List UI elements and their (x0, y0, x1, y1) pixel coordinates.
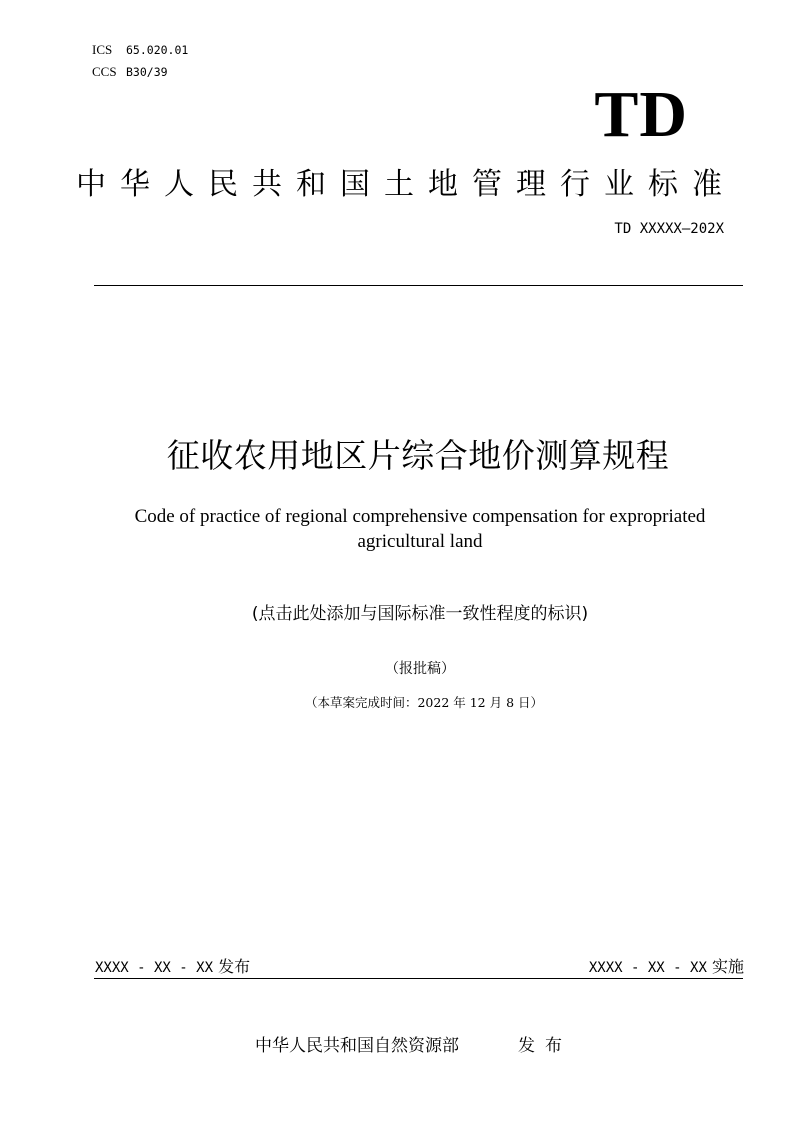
ics-label: ICS (92, 42, 113, 57)
conformity-placeholder[interactable]: (点击此处添加与国际标准一致性程度的标识) (251, 604, 589, 624)
issue-date-label: 发布 (218, 957, 251, 976)
footer-divider (94, 978, 743, 979)
implementation-date-value: XXXX - XX - XX (588, 960, 707, 976)
standard-category-title: 中华人民共和国土地管理行业标准 (76, 167, 736, 202)
issue-date-value: XXXX - XX - XX (95, 960, 214, 976)
ics-code (92, 39, 188, 61)
ccs-code (92, 61, 188, 83)
td-logo: TD (594, 78, 688, 151)
implementation-date-label: 实施 (711, 957, 744, 976)
issuing-verb: 发布 (518, 1036, 572, 1056)
issuing-authority: 中华人民共和国自然资源部 (255, 1036, 459, 1056)
draft-stage: （报批稿） (385, 661, 455, 677)
header-divider (94, 285, 743, 286)
standard-number: TD XXXXX—202X (614, 221, 724, 237)
issue-date (95, 956, 250, 979)
document-title-english: Code of practice of regional comprehensive compensation for expropriated agricultural land (134, 506, 706, 552)
classification-codes (92, 39, 188, 83)
ccs-label: CCS (92, 64, 117, 79)
ccs-value: B30/39 (126, 65, 168, 79)
draft-completion-date: （本草案完成时间：2022 年 12 月 8 日） (304, 695, 544, 710)
implementation-date (589, 956, 744, 979)
document-title-chinese: 征收农用地区片综合地价测算规程 (166, 436, 670, 475)
ics-value: 65.020.01 (126, 43, 189, 57)
